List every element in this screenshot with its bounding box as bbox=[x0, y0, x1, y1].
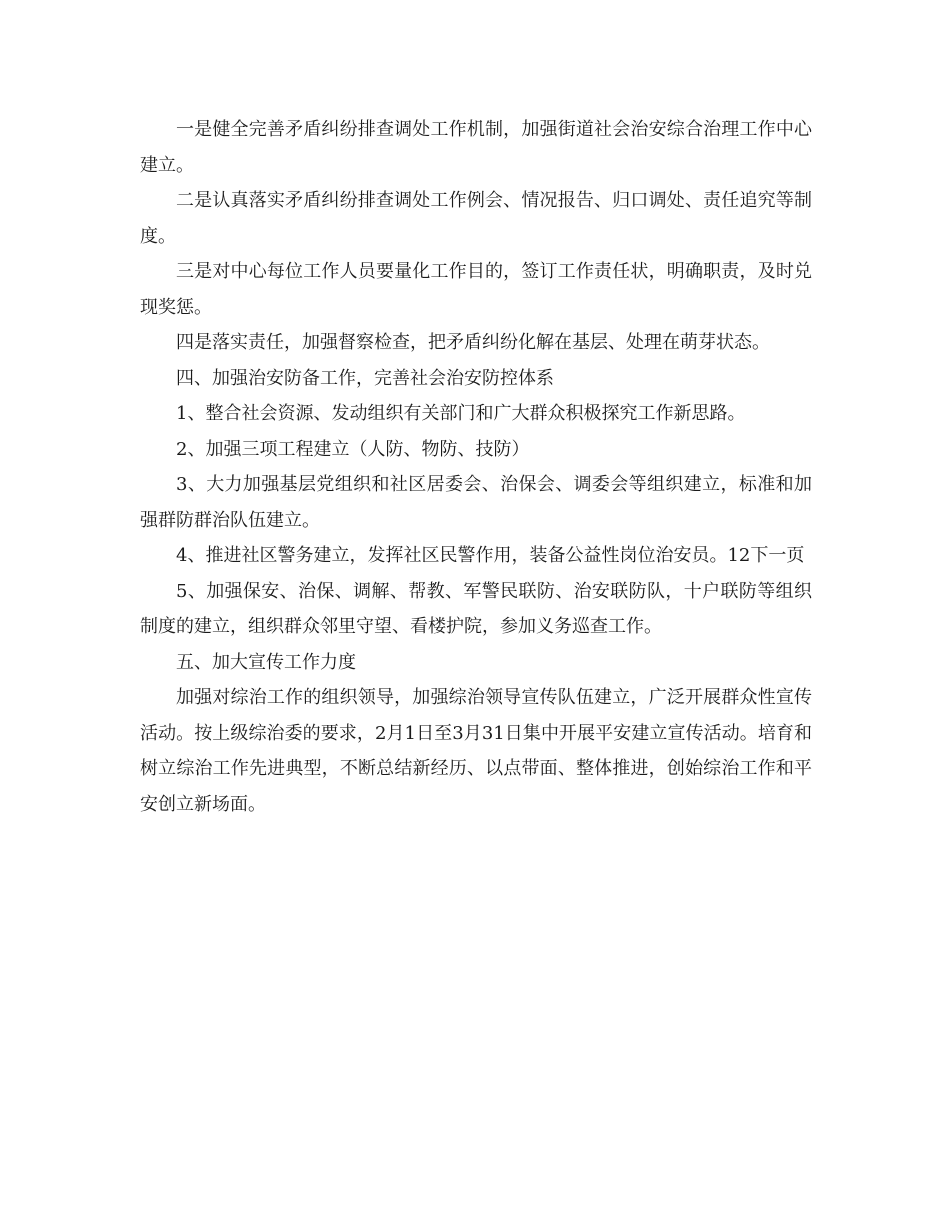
section-heading-4: 四、加强治安防备工作，完善社会治安防控体系 bbox=[176, 367, 554, 389]
paragraph-2: 二是认真落实矛盾纠纷排查调处工作例会、情况报告、归口调处、责任追究等制度。 bbox=[140, 190, 812, 247]
paragraph-3: 三是对中心每位工作人员要量化工作目的，签订工作责任状，明确职责，及时兑现奖惩。 bbox=[140, 261, 812, 318]
list-item-4: 4、推进社区警务建立，发挥社区民警作用，装备公益性岗位治安员。12下一页 bbox=[176, 545, 805, 566]
document-body bbox=[140, 112, 812, 822]
paragraph-4: 四是落实责任，加强督察检查，把矛盾纠纷化解在基层、处理在萌芽状态。 bbox=[176, 332, 770, 353]
paragraph-1: 一是健全完善矛盾纠纷排查调处工作机制，加强街道社会治安综合治理工作中心建立。 bbox=[140, 119, 812, 176]
list-item-2: 2、加强三项工程建立（人防、物防、技防） bbox=[176, 438, 530, 460]
list-item-1: 1、整合社会资源、发动组织有关部门和广大群众积极探究工作新思路。 bbox=[176, 403, 746, 424]
section-heading-5: 五、加大宣传工作力度 bbox=[176, 651, 356, 673]
paragraph-final: 加强对综治工作的组织领导，加强综治领导宣传队伍建立，广泛开展群众性宣传活动。按上级综治委的要求，2月1日至3月31日集中开展平安建立宣传活动。培育和树立综治工作先进典型，不断总结新经历、以点带面、整体推进，创始综治工作和平安创立新场面。 bbox=[140, 687, 812, 815]
list-item-5: 5、加强保安、治保、调解、帮教、军警民联防、治安联防队，十户联防等组织制度的建立，组织群众邻里守望、看楼护院，参加义务巡查工作。 bbox=[140, 580, 812, 637]
list-item-3: 3、大力加强基层党组织和社区居委会、治保会、调委会等组织建立，标准和加强群防群治队伍建立。 bbox=[140, 474, 812, 531]
